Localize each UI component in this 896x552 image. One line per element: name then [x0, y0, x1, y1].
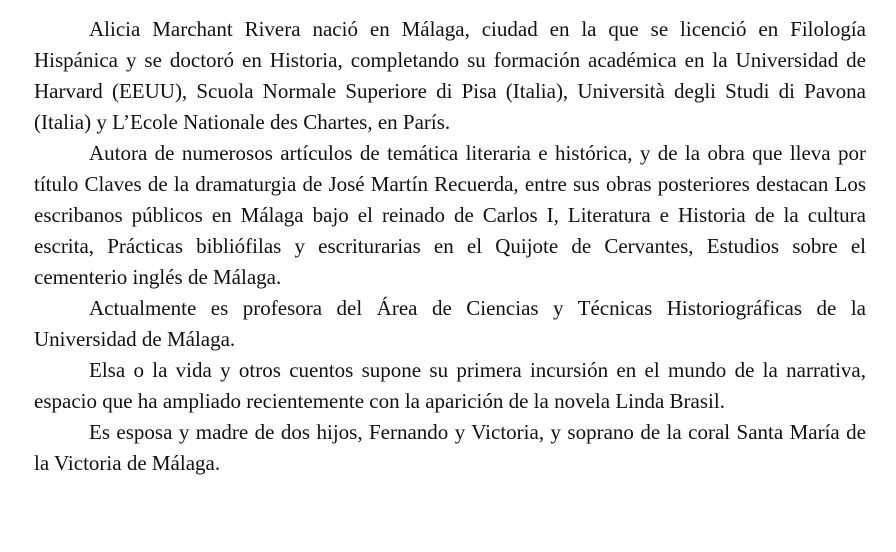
- paragraph-narrative-works: Elsa o la vida y otros cuentos supone su primera incursión en el mundo de la narrativa, espacio que ha ampliado recientemente con la aparición de la novela Linda Brasil.: [34, 358, 866, 413]
- paragraph-publications: Autora de numerosos artículos de temática literaria e histórica, y de la obra que lleva por título Claves de la dramaturgia de José Martín Recuerda, entre sus obras posteriores destacan Los escribanos públicos en Málaga bajo el reinado de Carlos I, Literatura e Historia de la cultura escrita, Prácticas bibliófilas y escriturarias en el Quijote de Cervantes, Estudios sobre el cementerio inglés de Málaga.: [34, 141, 866, 289]
- paragraph-family: Es esposa y madre de dos hijos, Fernando y Victoria, y soprano de la coral Santa María de la Victoria de Málaga.: [34, 420, 866, 475]
- paragraph-biography-origin: Alicia Marchant Rivera nació en Málaga, ciudad en la que se licenció en Filología Hispánica y se doctoró en Historia, completando su formación académica en la Universidad de Harvard (EEUU), Scuola Normale Superiore di Pisa (Italia), Università degli Studi di Pavona (Italia) y L’Ecole Nationale des Chartes, en París.: [34, 17, 866, 134]
- paragraph-current-position: Actualmente es profesora del Área de Ciencias y Técnicas Historiográficas de la Universidad de Málaga.: [34, 296, 866, 351]
